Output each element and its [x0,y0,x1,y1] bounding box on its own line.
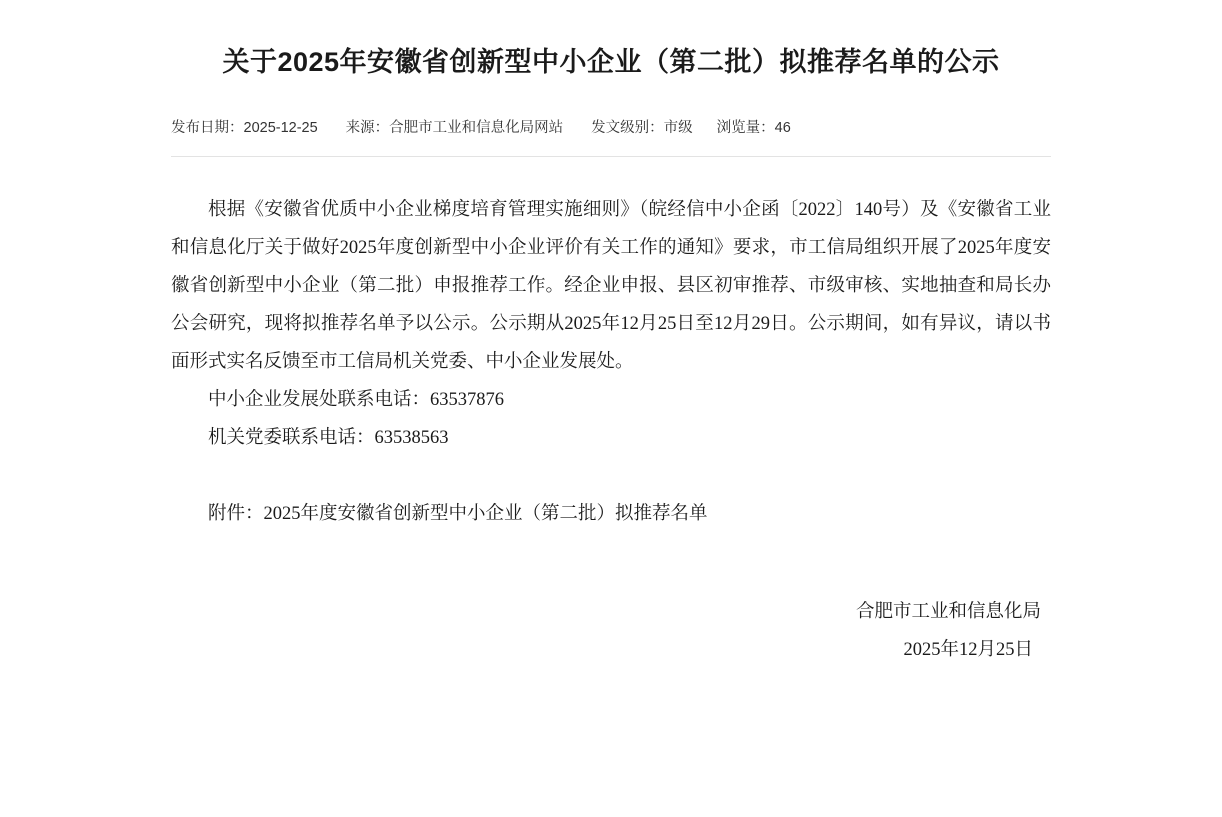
content-container [171,0,1051,669]
meta-publish-date [171,118,318,138]
body-paragraph: 根据《安徽省优质中小企业梯度培育管理实施细则》（皖经信中小企函〔2022〕140号）及《安徽省工业和信息化厅关于做好2025年度创新型中小企业评价有关工作的通知》要求，市工信局组织开展了2025年度安徽省创新型中小企业（第二批）申报推荐工作。经企业申报、县区初审推荐、市级审核、实地抽查和局长办公会研究，现将拟推荐名单予以公示。公示期从2025年12月25日至12月29日。公示期间，如有异议，请以书面形式实名反馈至市工信局机关党委、中小企业发展处。 [171,200,1051,372]
meta-publish-date-value: 2025-12-25 [243,120,318,136]
signature-date: 2025年12月25日 [903,640,1033,660]
meta-publish-date-label: 发布日期： [171,120,244,136]
meta-views-value: 46 [774,120,791,136]
signature-organization: 合肥市工业和信息化局 [855,602,1041,622]
attachment-block [171,495,1051,533]
meta-level [591,118,693,138]
meta-source-value: 合肥市工业和信息化局网站 [389,120,564,136]
meta-level-label: 发文级别： [591,120,664,136]
meta-views-label: 浏览量： [716,120,775,136]
document-body [171,191,1051,533]
attachment-line: 附件：2025年度安徽省创新型中小企业（第二批）拟推荐名单 [208,504,708,524]
meta-level-value: 市级 [663,120,693,136]
meta-source [346,118,564,138]
meta-views [717,118,791,138]
contact-line-party-committee: 机关党委联系电话：63538563 [208,428,449,448]
signature-block [171,593,1051,669]
meta-source-label: 来源： [345,120,390,136]
contact-line-sme-office: 中小企业发展处联系电话：63537876 [208,390,505,410]
page-title: 关于2025年安徽省创新型中小企业（第二批）拟推荐名单的公示 [222,47,1000,77]
document-meta [171,118,1051,157]
